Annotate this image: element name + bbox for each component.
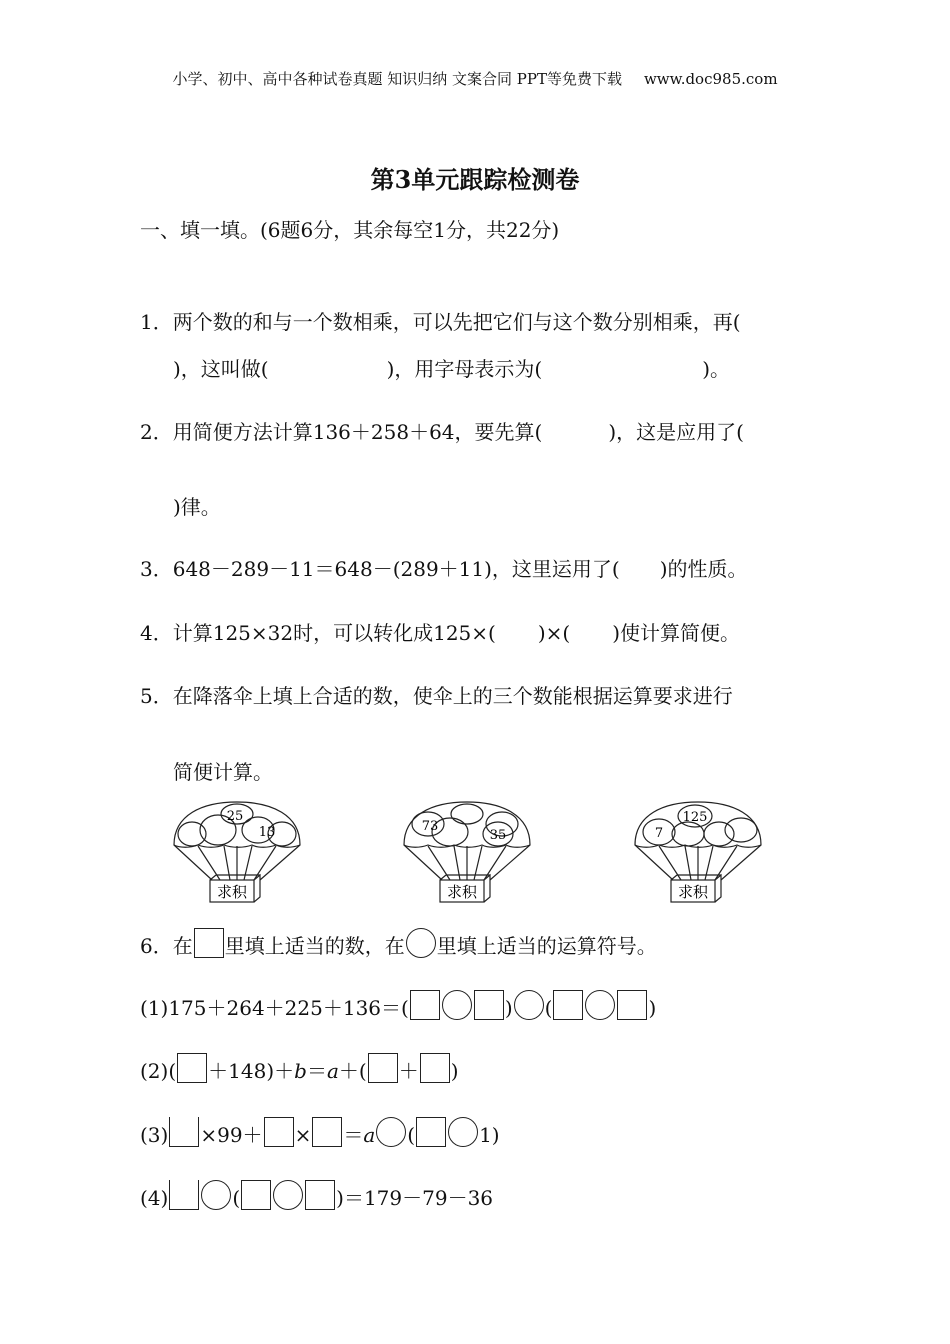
q6-p2-f: ) (450, 1059, 459, 1083)
parachute-3-label: 求积 (677, 883, 709, 901)
q6-p3-c: × (294, 1123, 312, 1147)
q6-p2-c: ＝ (306, 1059, 327, 1083)
answer-circle-sample (406, 928, 436, 958)
parachute-2-label: 求积 (446, 883, 478, 901)
section-heading: 一、填一填。(6题6分，其余每空1分，共22分) (140, 218, 560, 242)
q6-p3-f: 1) (479, 1123, 500, 1147)
q6-part2 (140, 1053, 459, 1084)
q1-blank-1-close: )，这叫做( (173, 357, 269, 381)
q4-line (140, 617, 740, 646)
parachute-3-right-number: 125 (682, 810, 708, 825)
answer-box[interactable] (368, 1053, 398, 1083)
parachute-1-left-number: 25 (226, 809, 244, 824)
answer-circle[interactable] (514, 990, 544, 1020)
q6-p3-e: ( (407, 1123, 416, 1147)
answer-box[interactable] (305, 1180, 335, 1210)
q6-p2-e: ＋ (398, 1059, 419, 1083)
answer-circle[interactable] (376, 1117, 406, 1147)
q5-line1: 5．在降落伞上填上合适的数，使伞上的三个数能根据运算要求进行 (140, 684, 733, 708)
page-header (0, 68, 950, 89)
q6-p2-a: (2)( (140, 1059, 177, 1083)
q6-intro-c: 里填上适当的运算符号。 (436, 934, 657, 958)
answer-box[interactable] (169, 1117, 199, 1147)
header-site: www.doc985.com (643, 70, 778, 88)
parachute-1 (172, 800, 302, 905)
q2-text-a: 2．用简便方法计算136＋258＋64，要先算( (140, 420, 543, 444)
q6-p4-b: ( (232, 1186, 241, 1210)
q6-p4-a: (4) (140, 1186, 169, 1210)
answer-box[interactable] (410, 990, 440, 1020)
q6-intro-a: 6．在 (140, 934, 193, 958)
q6-p1-a: (1)175＋264＋225＋136＝( (140, 996, 409, 1020)
q6-p3-var-a: a (363, 1123, 376, 1147)
q6-part4 (140, 1180, 493, 1211)
parachute-3 (633, 800, 763, 905)
parachute-1-label: 求积 (216, 883, 248, 901)
q1-text-b: )，用字母表示为( (386, 357, 543, 381)
q6-p2-var-b: b (294, 1059, 307, 1083)
q2-line2: )律。 (173, 495, 221, 519)
q3-line (140, 553, 748, 582)
parachute-2-left-number: 73 (421, 819, 439, 834)
q4-text-c: )使计算简便。 (612, 621, 741, 645)
answer-box[interactable] (264, 1117, 294, 1147)
answer-box-sample (194, 928, 224, 958)
answer-box[interactable] (177, 1053, 207, 1083)
parachute-2 (402, 800, 532, 905)
q5-line2: 简便计算。 (173, 760, 273, 784)
answer-circle[interactable] (448, 1117, 478, 1147)
answer-circle[interactable] (585, 990, 615, 1020)
answer-box[interactable] (169, 1180, 199, 1210)
q6-p3-d: ＝ (343, 1123, 364, 1147)
q6-p1-d: ) (648, 996, 657, 1020)
page-title: 第3单元跟踪检测卷 (370, 165, 580, 194)
q6-part1 (140, 990, 656, 1021)
answer-box[interactable] (420, 1053, 450, 1083)
q3-text-a: 3．648－289－11＝648－(289＋11)，这里运用了( (140, 557, 620, 581)
answer-box[interactable] (241, 1180, 271, 1210)
answer-circle[interactable] (442, 990, 472, 1020)
parachute-3-left-number: 7 (654, 826, 664, 841)
q6-p3-b: ×99＋ (200, 1123, 263, 1147)
q6-p1-b: ) (504, 996, 513, 1020)
answer-box[interactable] (474, 990, 504, 1020)
parachute-1-right-number: 13 (258, 825, 276, 840)
q6-p2-b: ＋148)＋ (208, 1059, 295, 1083)
q6-p3-a: (3) (140, 1123, 169, 1147)
q1-line1: 1．两个数的和与一个数相乘，可以先把它们与这个数分别相乘，再( (140, 310, 741, 334)
header-text: 小学、初中、高中各种试卷真题 知识归纳 文案合同 PPT等免费下载 (172, 70, 622, 88)
q6-p2-var-a: a (326, 1059, 339, 1083)
answer-box[interactable] (617, 990, 647, 1020)
q6-intro-b: 里填上适当的数，在 (224, 934, 405, 958)
answer-box[interactable] (416, 1117, 446, 1147)
q1-text-c: )。 (702, 357, 731, 381)
q6-p1-c: ( (544, 996, 553, 1020)
q6-part3 (140, 1117, 500, 1148)
q6-p2-d: ＋( (338, 1059, 367, 1083)
q1-line2 (173, 353, 730, 382)
answer-circle[interactable] (273, 1180, 303, 1210)
answer-circle[interactable] (201, 1180, 231, 1210)
parachute-2-right-number: 35 (489, 828, 507, 843)
answer-box[interactable] (553, 990, 583, 1020)
q2-line1 (140, 416, 744, 445)
q3-text-b: )的性质。 (659, 557, 748, 581)
q6-intro (140, 928, 657, 959)
q4-text-b: )×( (537, 621, 571, 645)
q6-p4-c: )＝179－79－36 (336, 1186, 494, 1210)
answer-box[interactable] (312, 1117, 342, 1147)
q2-text-b: )，这是应用了( (608, 420, 744, 444)
q4-text-a: 4．计算125×32时，可以转化成125×( (140, 621, 496, 645)
